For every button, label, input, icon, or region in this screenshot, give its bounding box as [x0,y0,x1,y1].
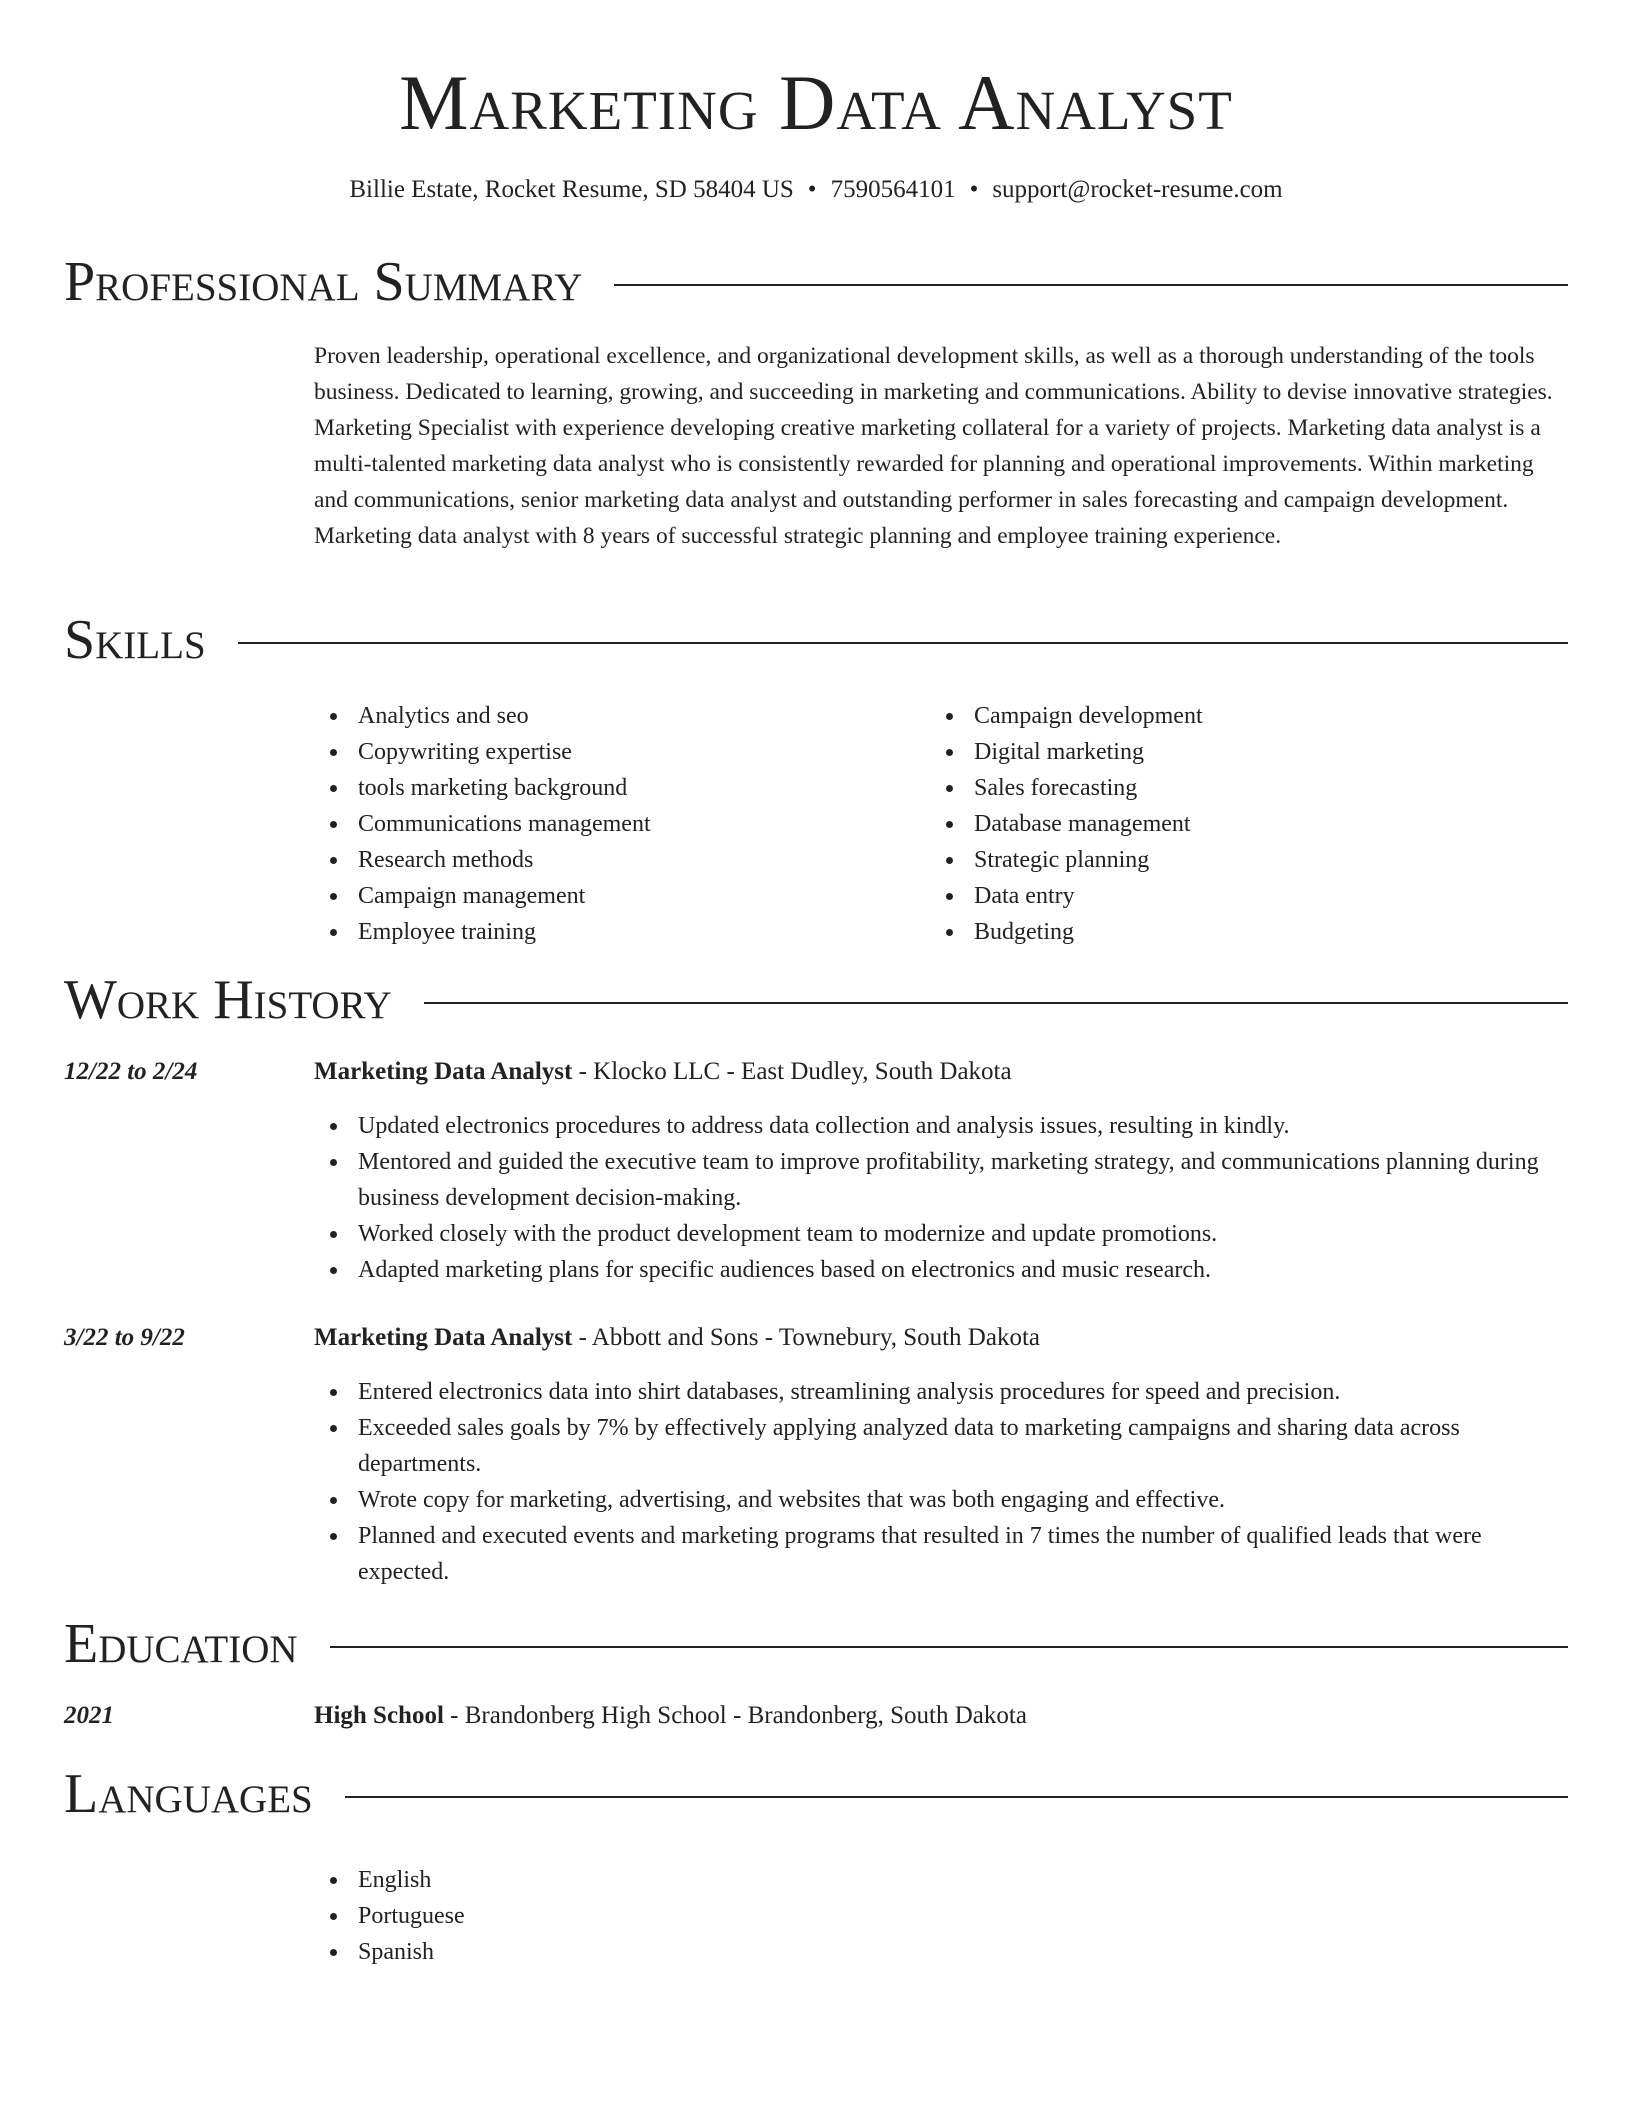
language-item: Spanish [314,1934,914,1970]
education-school-location: - Brandonberg High School - Brandonberg, South Dakota [443,1702,1027,1729]
education-entry [314,1698,1568,1734]
language-item: Portuguese [314,1898,914,1934]
education-degree: High School [314,1702,444,1729]
skill-item: Budgeting [930,914,1530,950]
job-dates: 12/22 to 2/24 [64,1058,198,1085]
job-bullet-list [314,1108,1568,1288]
skill-item: Analytics and seo [314,698,914,734]
skill-item: Data entry [930,878,1530,914]
skill-item: Campaign development [930,698,1530,734]
job-heading [314,1054,1568,1090]
skill-item: Database management [930,806,1530,842]
job-bullet: Entered electronics data into shirt databases, streamlining analysis procedures for speed and precision. [314,1374,1568,1410]
skill-item: Employee training [314,914,914,950]
job-bullet: Wrote copy for marketing, advertising, and websites that was both engaging and effective. [314,1482,1568,1518]
job-bullet: Worked closely with the product development team to modernize and update promotions. [314,1216,1568,1252]
languages-list [314,1862,914,1970]
job-bullet: Adapted marketing plans for specific audiences based on electronics and music research. [314,1252,1568,1288]
skill-item: tools marketing background [314,770,914,806]
skills-list-left [314,698,914,950]
section-divider [345,1796,1568,1798]
section-divider [330,1646,1568,1648]
contact-separator: • [807,176,817,203]
work-section-header [64,968,1568,1032]
education-heading: Education [64,1613,298,1675]
skill-item: Sales forecasting [930,770,1530,806]
languages-heading: Languages [64,1763,313,1825]
summary-text: Proven leadership, operational excellence, and organizational development skills, as well as a thorough understanding of the tools business. Dedicated to learning, growing, and succeeding in marketing and communications. Ability to devise innovative strategies. Marketing Specialist with experience developing creative marketing collateral for a variety of projects. Marketing data analyst is a multi-talented marketing data analyst who is consistently rewarded for planning and operational improvements. Within marketing and communications, senior marketing data analyst and outstanding performer in sales forecasting and campaign development. Marketing data analyst with 8 years of successful strategic planning and employee training experience. [314,343,1553,549]
job-bullet: Mentored and guided the executive team to improve profitability, marketing strategy, and communications planning during business development decision-making. [314,1144,1568,1216]
job-title: Marketing Data Analyst [314,1324,573,1351]
resume-title: Marketing Data Analyst [399,59,1233,146]
skills-list-right [930,698,1530,950]
contact-address: Billie Estate, Rocket Resume, SD 58404 US [349,176,794,203]
skill-item: Digital marketing [930,734,1530,770]
skill-item: Copywriting expertise [314,734,914,770]
job-dates: 3/22 to 9/22 [64,1324,185,1351]
contact-phone: 7590564101 [830,176,956,203]
job-bullet: Planned and executed events and marketing programs that resulted in 7 times the number of qualified leads that were expected. [314,1518,1568,1590]
skill-item: Research methods [314,842,914,878]
contact-separator: • [969,176,979,203]
skill-item: Strategic planning [930,842,1530,878]
section-divider [424,1002,1568,1004]
skill-item: Campaign management [314,878,914,914]
contact-email: support@rocket-resume.com [992,176,1283,203]
skills-section-header [64,608,1568,672]
section-divider [238,642,1568,644]
summary-heading: Professional Summary [64,251,583,313]
education-year: 2021 [64,1702,114,1729]
language-item: English [314,1862,914,1898]
contact-line [0,172,1632,208]
work-heading: Work History [64,969,392,1031]
languages-section-header [64,1762,1568,1826]
summary-section-header [64,250,1568,314]
job-employer-location: - Abbott and Sons - Townebury, South Dakota [572,1324,1040,1351]
education-section-header [64,1612,1568,1676]
job-bullet: Updated electronics procedures to address data collection and analysis issues, resulting in kindly. [314,1108,1568,1144]
job-title: Marketing Data Analyst [314,1058,573,1085]
job-employer-location: - Klocko LLC - East Dudley, South Dakota [572,1058,1012,1085]
skill-item: Communications management [314,806,914,842]
job-bullet: Exceeded sales goals by 7% by effectively applying analyzed data to marketing campaigns and sharing data across departments. [314,1410,1568,1482]
skills-heading: Skills [64,609,206,671]
section-divider [614,284,1568,286]
job-heading [314,1320,1568,1356]
job-bullet-list [314,1374,1568,1590]
